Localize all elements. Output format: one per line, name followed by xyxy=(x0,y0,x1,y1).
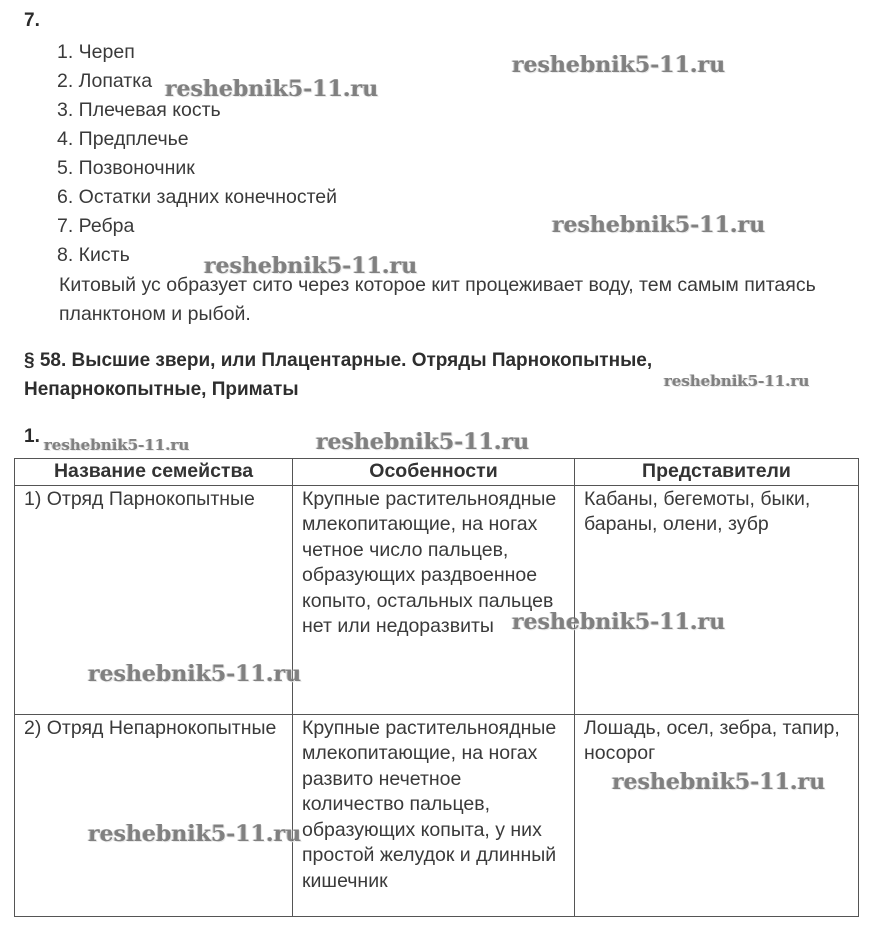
list-item: 6. Остатки задних конечностей xyxy=(57,186,338,208)
header-representatives: Представители xyxy=(575,459,859,486)
list-item: 2. Лопатка xyxy=(57,70,153,92)
table-row xyxy=(15,485,859,714)
section-title: § 58. Высшие звери, или Плацентарные. Отряды Парнокопытные, Непарнокопытные, Приматы xyxy=(24,350,653,400)
task-1-number: 1. xyxy=(24,426,40,447)
list-item: 4. Предплечье xyxy=(57,128,189,150)
list-item: 8. Кисть xyxy=(57,244,130,266)
whalebone-paragraph: Китовый ус образует сито через которое кит процеживает воду, тем самым питаясь планктоном и рыбой. xyxy=(59,274,816,325)
cell-features: Крупные растительноядные млекопитающие, на ногах четное число пальцев, образующих раздвоенное копыто, остальных пальцев нет или недоразвиты xyxy=(293,485,575,714)
watermark: reshebnik5-11.ru xyxy=(88,661,302,687)
watermark: reshebnik5-11.ru xyxy=(512,52,726,78)
list-item: 7. Ребра xyxy=(57,215,135,237)
list-item: 5. Позвоночник xyxy=(57,157,195,179)
cell-features: Крупные растительноядные млекопитающие, на ногах развито нечетное количество пальцев, образующих копыта, у них простой желудок и длинный кишечник xyxy=(293,714,575,916)
watermark: reshebnik5-11.ru xyxy=(316,429,530,455)
task-7-number: 7. xyxy=(24,10,40,31)
table-header-row xyxy=(15,459,859,486)
watermark: reshebnik5-11.ru xyxy=(552,212,766,238)
watermark: reshebnik5-11.ru xyxy=(44,436,190,454)
cell-name: 2) Отряд Непарнокопытные xyxy=(15,714,293,916)
header-features: Особенности xyxy=(293,459,575,486)
cell-representatives: Лошадь, осел, зебра, тапир, носорог xyxy=(575,714,859,916)
watermark: reshebnik5-11.ru xyxy=(612,769,826,795)
list-item: 3. Плечевая кость xyxy=(57,99,221,121)
watermark: reshebnik5-11.ru xyxy=(88,821,302,847)
table-row xyxy=(15,714,859,916)
watermark: reshebnik5-11.ru xyxy=(204,253,418,279)
watermark: reshebnik5-11.ru xyxy=(165,76,379,102)
list-item: 1. Череп xyxy=(57,41,135,63)
skeleton-parts-list xyxy=(57,38,337,270)
orders-table xyxy=(14,458,859,917)
watermark: reshebnik5-11.ru xyxy=(664,372,810,390)
cell-name: 1) Отряд Парнокопытные xyxy=(15,485,293,714)
cell-representatives: Кабаны, бегемоты, быки, бараны, олени, зубр xyxy=(575,485,859,714)
watermark: reshebnik5-11.ru xyxy=(512,609,726,635)
header-family-name: Название семейства xyxy=(15,459,293,486)
